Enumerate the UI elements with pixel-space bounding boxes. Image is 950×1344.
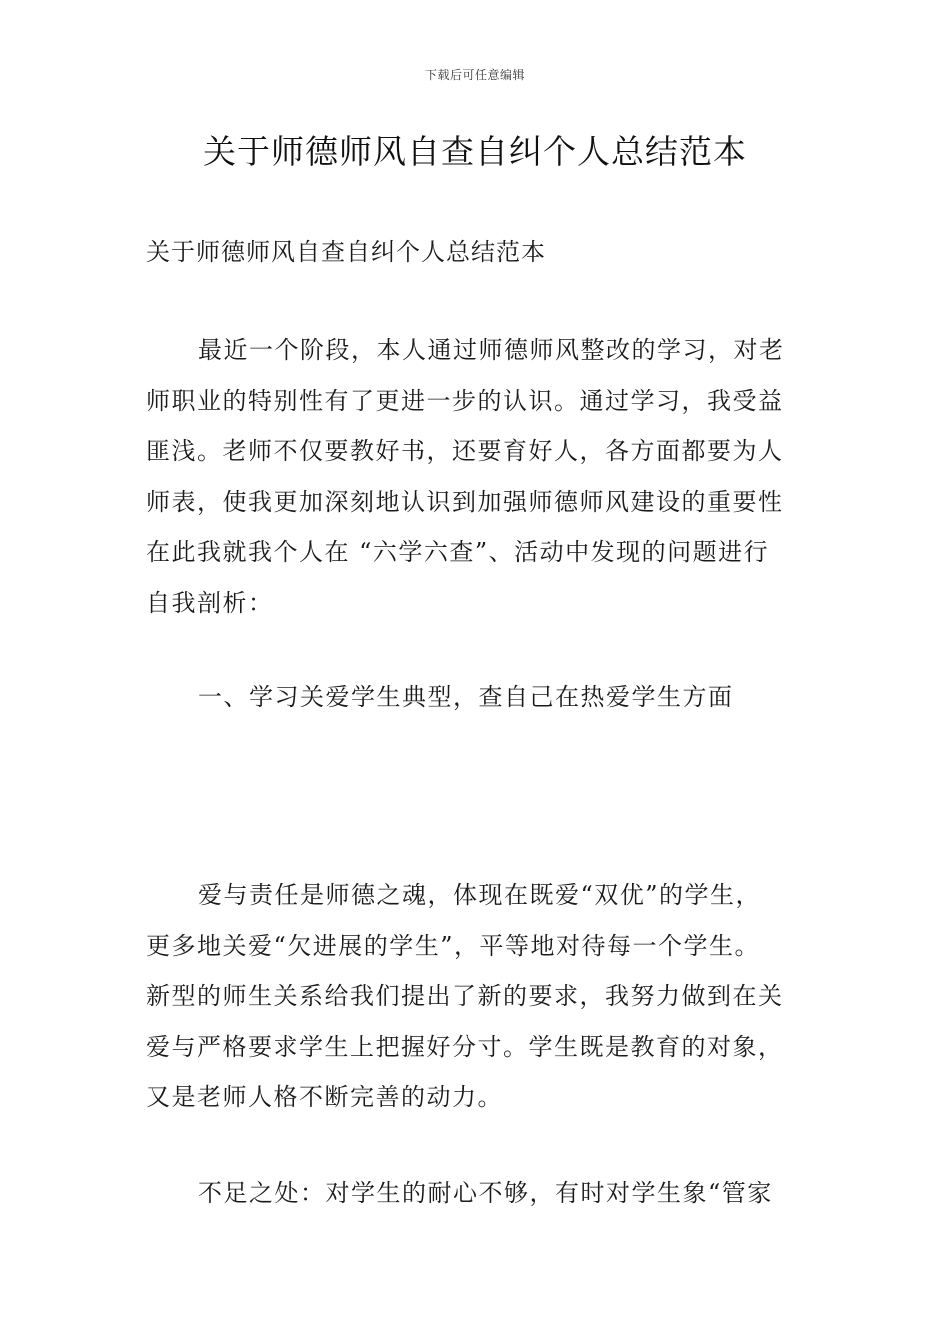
paragraph-line: 爱与责任是师德之魂，体现在既爱“双优”的学生， [198, 881, 762, 909]
document-title: 关于师德师风自查自纠个人总结范本 [203, 132, 747, 171]
header-note: 下载后可任意编辑 [424, 68, 525, 82]
document-subtitle: 关于师德师风自查自纠个人总结范本 [146, 238, 546, 266]
paragraph-line: 最近一个阶段，本人通过师德师风整改的学习，对老 [198, 336, 785, 364]
section-heading-1 [146, 672, 806, 723]
section-heading-line: 一、学习关爱学生典型，查自己在热爱学生方面 [198, 683, 734, 711]
paragraph-line: 爱与严格要求学生上把握好分寸。学生既是教育的对象， [146, 1032, 784, 1061]
paragraph-shortcomings [146, 1168, 806, 1219]
paragraph-line: 师职业的特别性有了更进一步的认识。通过学习，我受益 [146, 386, 784, 415]
paragraph-line: 更多地关爱“欠进展的学生”，平等地对待每一个学生。 [146, 931, 761, 960]
paragraph-line: 匪浅。老师不仅要教好书，还要育好人，各方面都要为人 [146, 437, 784, 465]
paragraph-love-responsibility [146, 870, 806, 1123]
paragraph-line: 新型的师生关系给我们提出了新的要求，我努力做到在关 [146, 982, 784, 1010]
paragraph-line: 自我剖析： [146, 588, 274, 617]
paragraph-line: 在此我就我个人在 “六学六查”、活动中发现的问题进行 [146, 538, 770, 566]
paragraph-line: 师表，使我更加深刻地认识到加强师德师风建设的重要性 [146, 487, 784, 516]
paragraph-line: 不足之处：对学生的耐心不够，有时对学生象“管家 [198, 1179, 773, 1207]
paragraph-intro [146, 325, 806, 628]
paragraph-line: 又是老师人格不断完善的动力。 [146, 1083, 503, 1111]
